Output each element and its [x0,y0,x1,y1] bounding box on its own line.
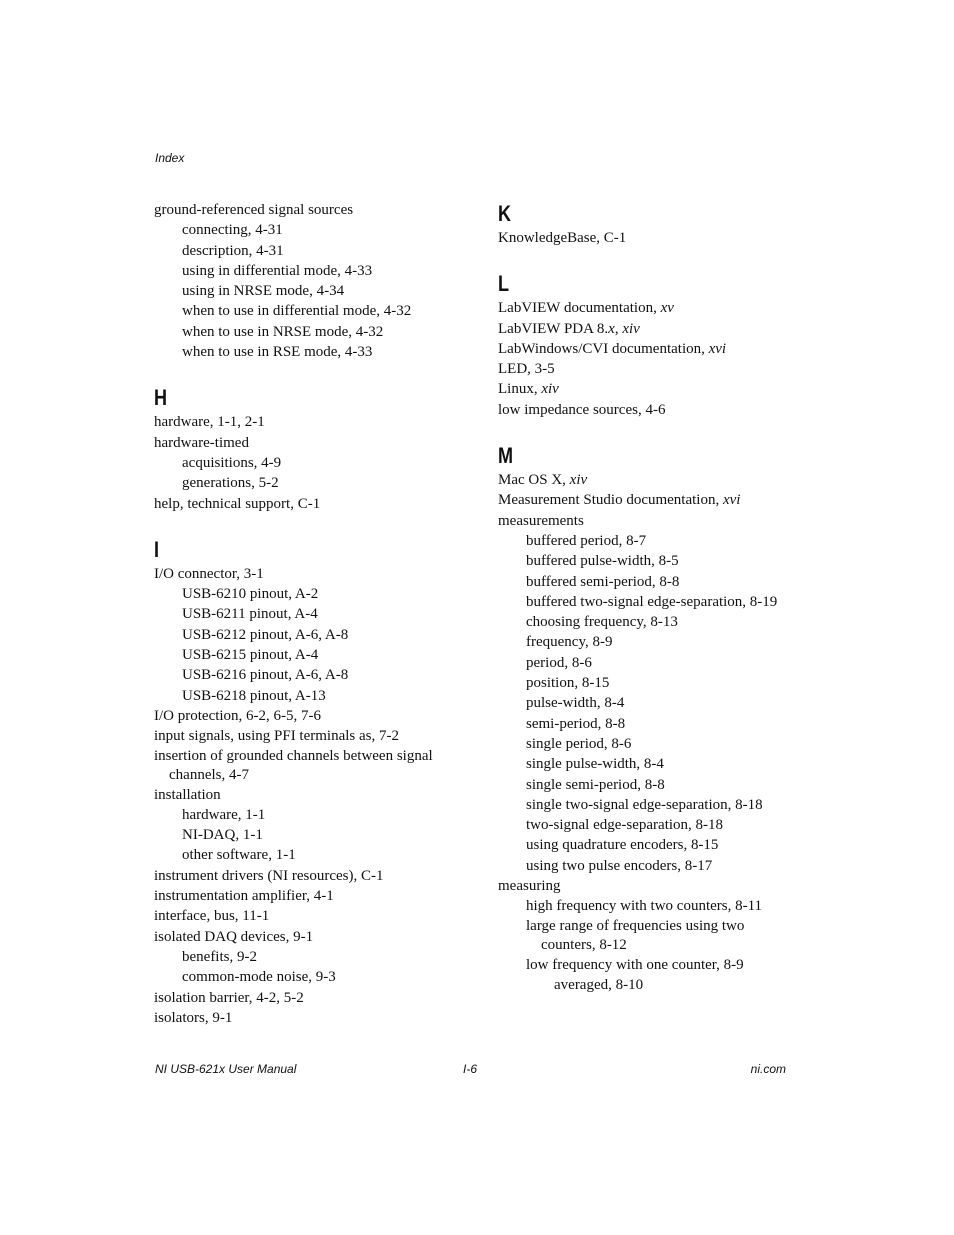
index-subentry: when to use in differential mode, 4-32 [182,303,412,320]
index-subentry: averaged, 8-10 [554,976,644,993]
index-entry: Measurement Studio documentation, xvi [498,492,741,509]
index-subentry: description, 4-31 [182,242,284,259]
index-column-left [154,200,454,1050]
index-subentry: position, 8-15 [526,675,610,692]
footer-page-number: I-6 [463,1062,478,1076]
index-entry: isolators, 9-1 [154,1009,233,1026]
index-entry: isolation barrier, 4-2, 5-2 [154,989,304,1006]
index-section-letter: I [154,536,160,562]
index-subentry: common-mode noise, 9-3 [182,969,336,986]
index-subentry: USB-6218 pinout, A-13 [182,687,326,704]
index-entry: LabVIEW documentation, xv [498,300,674,317]
index-entry: ground-referenced signal sources [154,202,354,218]
index-subentry: buffered semi-period, 8-8 [526,573,680,590]
index-entry: low impedance sources, 4-6 [498,401,666,418]
index-subentry: low frequency with one counter, 8-9 [526,956,744,973]
index-subentry: large range of frequencies using two counters, 8-12 [526,917,745,953]
index-subentry: two-signal edge-separation, 8-18 [526,817,724,834]
index-subentry: connecting, 4-31 [182,222,283,239]
index-subentry: other software, 1-1 [182,847,296,864]
index-group-h [154,384,454,513]
index-entry: input signals, using PFI terminals as, 7-2 [154,728,399,745]
index-group-k [498,200,798,248]
index-entry: I/O connector, 3-1 [154,565,264,582]
index-subentry: single period, 8-6 [526,735,632,752]
index-entry: interface, bus, 11-1 [154,908,270,925]
index-subentry: semi-period, 8-8 [526,715,626,732]
index-subentry: USB-6211 pinout, A-4 [182,606,318,623]
index-group-continued [154,200,454,362]
index-entry: hardware-timed [154,434,249,451]
index-subentry: when to use in RSE mode, 4-33 [182,344,373,361]
index-subentry: hardware, 1-1 [182,806,266,823]
index-entry: measurements [498,512,584,529]
index-entry: instrument drivers (NI resources), C-1 [154,867,384,884]
index-entry: Mac OS X, xiv [498,472,588,489]
index-subentry: using two pulse encoders, 8-17 [526,857,713,874]
index-entry: installation [154,786,221,803]
index-subentry: buffered period, 8-7 [526,532,647,549]
footer-manual-title: NI USB-621x User Manual [155,1062,297,1076]
index-subentry: using in differential mode, 4-33 [182,262,373,279]
index-subentry: USB-6212 pinout, A-6, A-8 [182,626,349,643]
index-entry: LabWindows/CVI documentation, xvi [498,340,727,357]
index-subentry: single semi-period, 8-8 [526,776,665,793]
index-subentry: using quadrature encoders, 8-15 [526,837,719,854]
index-section-letter: H [154,385,168,411]
footer-website: ni.com [750,1062,786,1076]
index-subentry: NI-DAQ, 1-1 [182,827,263,844]
index-subentry: generations, 5-2 [182,475,279,492]
index-subentry: single two-signal edge-separation, 8-18 [526,796,763,813]
index-entry: instrumentation amplifier, 4-1 [154,888,334,905]
index-entry: hardware, 1-1, 2-1 [154,414,265,431]
running-head: Index [155,151,185,165]
index-subentry: high frequency with two counters, 8-11 [526,898,763,915]
index-subentry: benefits, 9-2 [182,948,257,965]
index-entry: insertion of grounded channels between signal channels, 4-7 [154,747,433,783]
index-subentry: single pulse-width, 8-4 [526,756,664,773]
index-subentry: buffered two-signal edge-separation, 8-19 [526,593,778,610]
index-entry: I/O protection, 6-2, 6-5, 7-6 [154,707,322,724]
index-group-l [498,270,798,420]
index-subentry: period, 8-6 [526,654,592,671]
index-section-letter: K [498,201,512,226]
index-entry: LED, 3-5 [498,361,555,378]
index-group-i [154,536,454,1028]
index-entry: LabVIEW PDA 8.x, xiv [498,320,640,337]
index-entry: help, technical support, C-1 [154,495,321,512]
index-subentry: acquisitions, 4-9 [182,454,282,471]
index-subentry: choosing frequency, 8-13 [526,614,678,631]
index-subentry: when to use in NRSE mode, 4-32 [182,323,384,340]
index-subentry: pulse-width, 8-4 [526,695,625,712]
index-column-right [498,200,798,1017]
index-entry: isolated DAQ devices, 9-1 [154,928,314,945]
index-subentry: buffered pulse-width, 8-5 [526,553,679,570]
index-entry: Linux, xiv [498,381,559,398]
index-subentry: USB-6215 pinout, A-4 [182,647,319,664]
index-entry: measuring [498,878,561,895]
index-section-letter: L [498,271,510,297]
index-subentry: USB-6210 pinout, A-2 [182,586,319,603]
index-subentry: frequency, 8-9 [526,634,613,651]
index-section-letter: M [498,443,514,469]
index-group-m [498,442,798,995]
index-subentry: USB-6216 pinout, A-6, A-8 [182,667,349,684]
index-entry: KnowledgeBase, C-1 [498,230,627,246]
index-subentry: using in NRSE mode, 4-34 [182,283,345,300]
